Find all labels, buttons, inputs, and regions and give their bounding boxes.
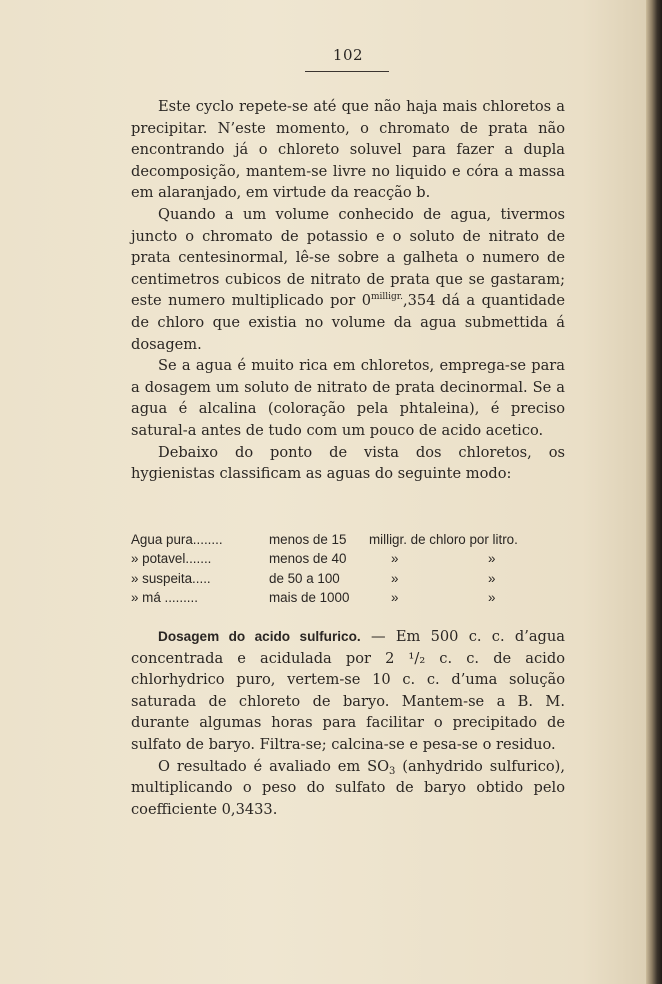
paragraph-volume — [131, 204, 565, 355]
row-unit: milligr. de chloro por litro. — [369, 532, 518, 547]
table-row — [131, 530, 565, 549]
body-text-bottom — [131, 626, 565, 820]
fraction-half: ¹/₂ — [408, 649, 426, 667]
body-text-top — [131, 96, 565, 485]
paragraph-hygienists: Debaixo do ponto de vista dos chloretos, os hygienistas classificam as aguas do seguinte modo: — [131, 443, 565, 483]
row-ditto-per-litre: » — [488, 551, 496, 567]
table-row — [131, 549, 565, 568]
paragraph-volume-before: Quando a um volume conhecido de agua, tivermos juncto o chromato de potassio e o soluto de nitrato de prata centesinormal, lê-se sobre a galheta o numero de centimetros cubicos de nitrato de prata que se gastaram; este numero multiplicado por 0 — [131, 205, 565, 310]
method-text-before: — Em 500 c. c. d’agua concentrada e acidulada por 2 — [131, 628, 565, 667]
paragraph-sulfuric-method — [131, 626, 565, 756]
paragraph-volume-after: ,354 dá a quantidade de chloro que existia no volume da agua submettida á dosagem. — [131, 292, 565, 353]
row-limit: de 50 a 100 — [269, 570, 340, 586]
row-label: » má ......... — [131, 590, 198, 606]
row-ditto-unit: » — [391, 551, 399, 567]
chloride-classification-table — [131, 530, 565, 608]
row-limit: mais de 1000 — [269, 590, 350, 606]
paragraph-result — [131, 756, 565, 821]
row-label: » suspeita..... — [131, 570, 211, 586]
row-label: Agua pura........ — [131, 532, 223, 547]
result-text-after: (anhydrido sulfurico), multiplicando o peso do sulfato de baryo obtido pelo coefficiente 0,3433. — [131, 757, 565, 818]
method-text-after: c. c. de acido chlorhydrico puro, vertem-se 10 c. c. d’uma solução saturada de chloreto de baryo. Mantem-se a B. M. durante algumas horas para facilitar o precipitado de sulfato de baryo. Filtra-se; calcina-se e pesa-se o residuo. — [131, 649, 565, 753]
unit-superscript: milligr. — [371, 292, 403, 303]
section-heading: Dosagem do acido sulfurico. — [158, 629, 361, 644]
row-ditto-unit: » — [391, 570, 399, 586]
paragraph-cycle: Este cyclo repete-se até que não haja mais chloretos a precipitar. N’este momento, o chromato de prata não encontrando já o chloreto soluvel para fazer a dupla decomposição, mantem-se livre no liquido e córa a massa em alaranjado, em virtude da reacção b. — [131, 98, 565, 202]
result-text-before: O resultado é avaliado em SO — [158, 757, 390, 775]
header-rule — [305, 71, 389, 72]
row-label: » potavel....... — [131, 551, 212, 567]
paragraph-rich-water: Se a agua é muito rica em chloretos, emprega-se para a dosagem um soluto de nitrato de prata decinormal. Se a agua é alcalina (coloração pela phtaleina), é preciso satural-a antes de tudo com um pouco de acido acetico. — [131, 357, 565, 439]
row-limit: menos de 15 — [269, 532, 347, 547]
book-spine-edge — [646, 0, 662, 984]
page-number: 102 — [332, 46, 364, 64]
row-ditto-per-litre: » — [488, 590, 496, 606]
table-row — [131, 588, 565, 607]
row-ditto-per-litre: » — [488, 570, 496, 586]
row-ditto-unit: » — [391, 590, 399, 606]
formula-subscript: 3 — [389, 765, 396, 777]
row-limit: menos de 40 — [269, 551, 347, 567]
table-row — [131, 569, 565, 588]
